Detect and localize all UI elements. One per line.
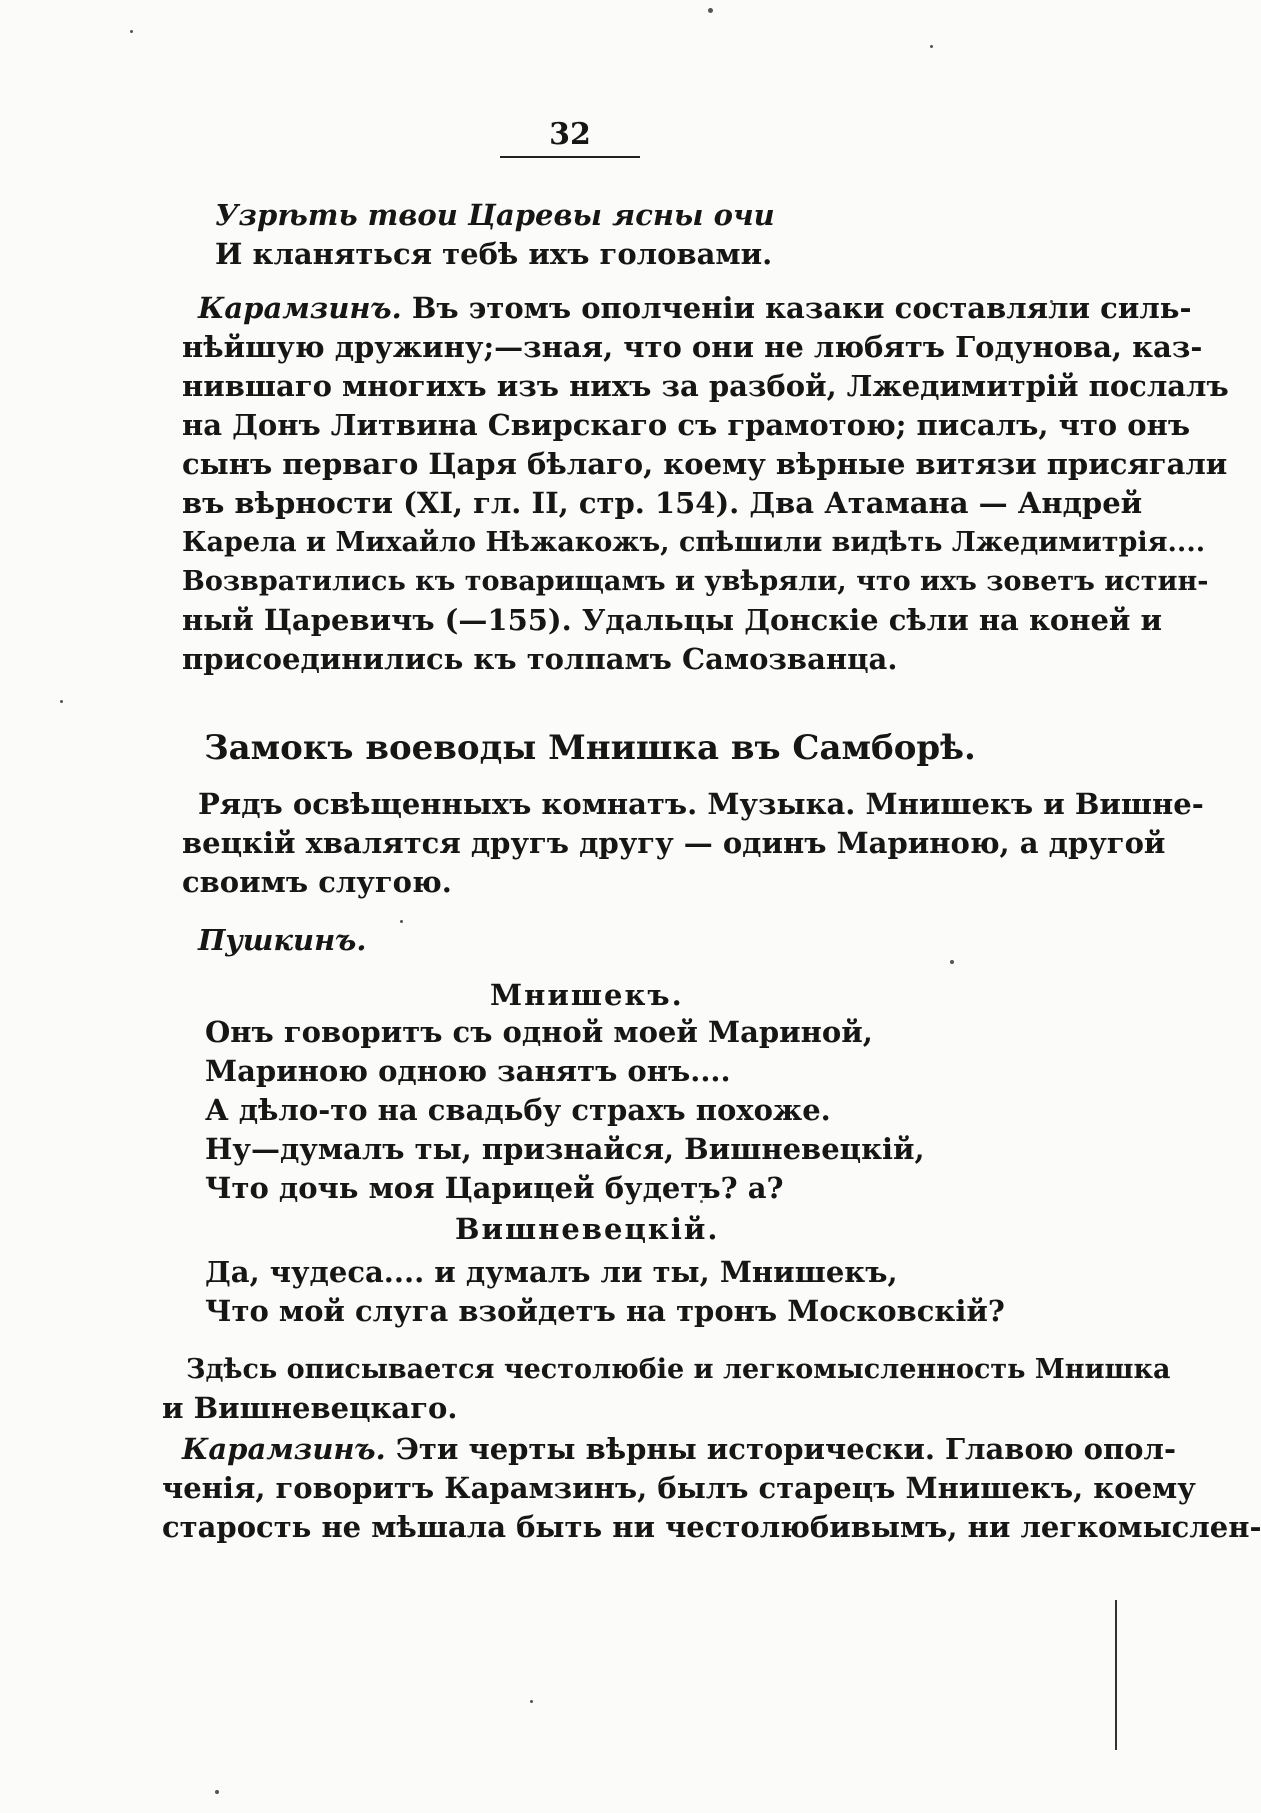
source-label: Карамзинъ.: [182, 1432, 386, 1466]
speaker-name: Вишневецкій.: [455, 1212, 720, 1246]
paragraph-line-text: Въ этомъ ополченіи казаки составляли силь-: [411, 291, 1192, 325]
karamzin-paragraph-2: [162, 1430, 1261, 1547]
print-speck: [708, 8, 713, 13]
speech-line: Что мой слуга взойдетъ на тронъ Московскій?: [205, 1294, 1005, 1328]
paragraph-line: [182, 289, 1192, 328]
paragraph-line-text: Эти черты вѣрны исторически. Главою опол-: [395, 1432, 1177, 1466]
speech-line: Онъ говоритъ съ одной моей Мариной,: [205, 1015, 873, 1049]
commentary-paragraph: [162, 1350, 1171, 1428]
speaker-name: Мнишекъ.: [490, 978, 684, 1012]
paragraph-line: сынъ перваго Царя бѣлаго, коему вѣрные витязи присягали: [182, 447, 1228, 481]
paragraph-line: Здѣсь описывается честолюбіе и легкомысленность Мнишка: [186, 1354, 1171, 1385]
paragraph-line: въ вѣрности (XI, гл. II, стр. 154). Два Атамана — Андрей: [182, 486, 1143, 520]
print-speck: [60, 700, 63, 703]
paragraph-line: старость не мѣшала быть ни честолюбивымъ, ни легкомыслен-: [162, 1510, 1261, 1544]
print-speck: [130, 30, 133, 33]
source-label: [198, 921, 366, 960]
source-label-text: Пушкинъ.: [198, 923, 367, 957]
paragraph-line: и Вишневецкаго.: [162, 1391, 458, 1425]
speech-line: Что дочь моя Царицей будетъ? а?: [205, 1171, 784, 1205]
print-speck: [530, 1700, 533, 1703]
paragraph-line: вецкій хвалятся другъ другу — одинъ Мариною, а другой: [182, 826, 1166, 860]
paragraph-line: [182, 1430, 1177, 1469]
page-edge-line: [1115, 1600, 1117, 1750]
paragraph-line: нившаго многихъ изъ нихъ за разбой, Лжедимитрій послалъ: [182, 369, 1229, 403]
verse-line: [215, 196, 775, 235]
paragraph-line: своимъ слугою.: [182, 865, 452, 899]
page-number: 32: [500, 118, 640, 158]
stage-direction: [182, 785, 1204, 902]
paragraph-line: Возвратились къ товарищамъ и увѣряли, что ихъ зоветъ истин-: [182, 566, 1209, 597]
paragraph-line: присоединились къ толпамъ Самозванца.: [182, 642, 898, 676]
speech-line: Ну—думалъ ты, признайся, Вишневецкій,: [205, 1132, 925, 1166]
speech-line: Да, чудеса.... и думалъ ли ты, Мнишекъ,: [205, 1255, 898, 1289]
print-speck: [400, 920, 403, 923]
speech-line: А дѣло-то на свадьбу страхъ похоже.: [205, 1093, 831, 1127]
print-speck: [930, 45, 933, 48]
verse-line: И кланяться тебѣ ихъ головами.: [215, 237, 773, 271]
speech-line: Мариною одною занятъ онъ....: [205, 1054, 731, 1088]
source-label: Карамзинъ.: [198, 291, 402, 325]
paragraph-line: Карела и Михайло Нѣжакожъ, спѣшили видѣть Лжедимитрія....: [182, 527, 1206, 558]
paragraph-line: на Донъ Литвина Свирскаго съ грамотою; писалъ, что онъ: [182, 408, 1191, 442]
scene-heading: Замокъ воеводы Мнишка въ Самборѣ.: [204, 728, 976, 768]
paragraph-line: нѣйшую дружину;—зная, что они не любятъ Годунова, каз-: [182, 330, 1203, 364]
karamzin-paragraph-1: [182, 289, 1229, 679]
print-speck: [950, 960, 954, 964]
print-speck: [215, 1790, 219, 1794]
verse-line-text: Узрѣть твои Царевы ясны очи: [215, 198, 775, 232]
paragraph-line: ченія, говоритъ Карамзинъ, былъ старецъ Мнишекъ, коему: [162, 1471, 1196, 1505]
paragraph-line: ный Царевичъ (—155). Удальцы Донскіе сѣли на коней и: [182, 603, 1163, 637]
paragraph-line: Рядъ освѣщенныхъ комнатъ. Музыка. Мнишекъ и Вишне-: [198, 787, 1204, 821]
